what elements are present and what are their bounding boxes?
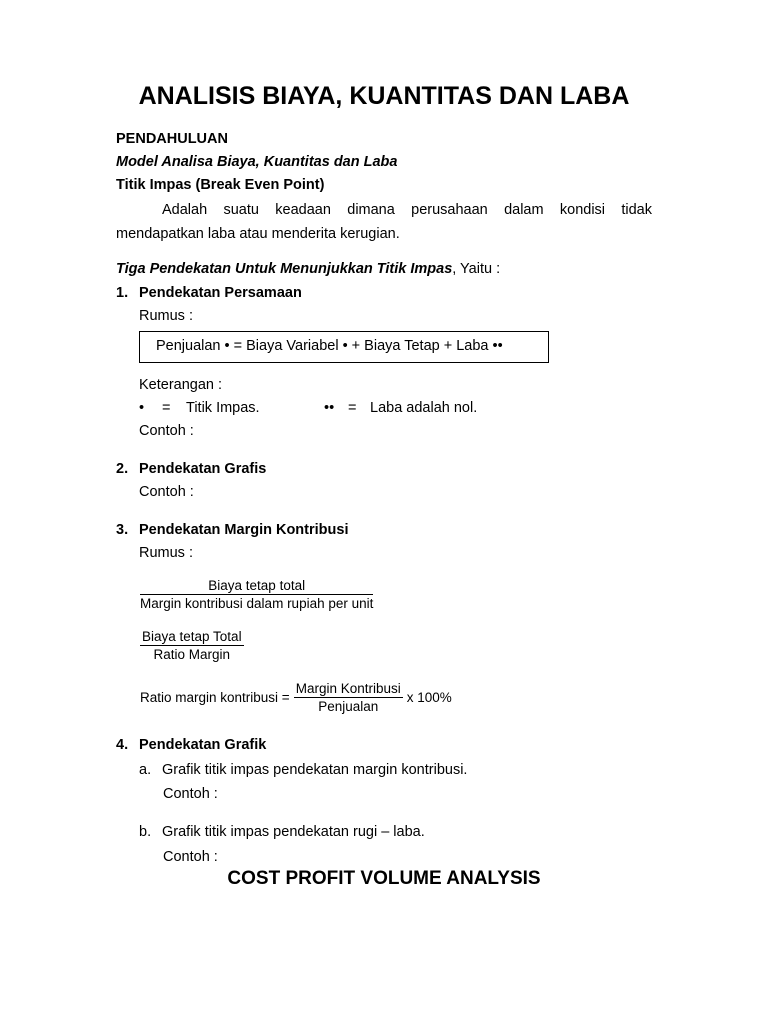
- item-b-contoh-label: Contoh :: [163, 849, 218, 865]
- section2-title: Pendekatan Grafis: [139, 461, 267, 477]
- section1-rumus-label: Rumus :: [139, 308, 193, 324]
- page-title: ANALISIS BIAYA, KUANTITAS DAN LABA: [138, 82, 630, 110]
- ratio-formula-suffix: x 100%: [406, 690, 452, 705]
- ratio-formula-fraction: [294, 681, 403, 714]
- bep-title: Titik Impas (Break Even Point): [116, 177, 325, 193]
- bep-definition: Adalah suatu keadaan dimana perusahaan dalam kondisi tidak mendapatkan laba atau menderita kerugian.: [116, 202, 652, 242]
- section2-number: 2.: [116, 461, 129, 477]
- legend-text-1: Titik Impas.: [186, 400, 260, 416]
- equation-formula-box: Penjualan • = Biaya Variabel • + Biaya Tetap + Laba ••: [139, 331, 549, 363]
- fraction2-denominator: Ratio Margin: [153, 647, 231, 662]
- section1-keterangan-label: Keterangan :: [139, 377, 223, 393]
- section2-contoh-label: Contoh :: [139, 484, 194, 500]
- section3-rumus-label: Rumus :: [139, 545, 193, 561]
- ratio-formula-numerator: Margin Kontribusi: [295, 681, 401, 696]
- fraction1-numerator: Biaya tetap total: [140, 578, 373, 595]
- legend-symbol-2: ••: [324, 400, 335, 416]
- section1-number: 1.: [116, 285, 129, 301]
- section4-number: 4.: [116, 737, 129, 753]
- item-a-text: Grafik titik impas pendekatan margin kontribusi.: [162, 762, 468, 778]
- fraction-fixed-cost-per-unit: [140, 578, 373, 611]
- item-a-contoh-label: Contoh :: [163, 786, 218, 802]
- fraction-fixed-cost-ratio: [140, 629, 244, 662]
- approaches-intro-italic: Tiga Pendekatan Untuk Menunjukkan Titik Impas: [116, 261, 453, 277]
- fraction2-numerator: Biaya tetap Total: [142, 629, 242, 644]
- section3-title: Pendekatan Margin Kontribusi: [139, 522, 349, 538]
- item-b-letter: b.: [139, 824, 152, 840]
- intro-heading: PENDAHULUAN: [116, 131, 228, 147]
- item-b-text: Grafik titik impas pendekatan rugi – laba.: [162, 824, 425, 840]
- approaches-intro-rest: , Yaitu :: [452, 261, 501, 277]
- legend-eq-2: =: [348, 400, 357, 416]
- legend-eq-1: =: [162, 400, 171, 416]
- section3-number: 3.: [116, 522, 129, 538]
- section1-title: Pendekatan Persamaan: [139, 285, 302, 301]
- ratio-formula-lhs: Ratio margin kontribusi =: [140, 690, 290, 705]
- legend-text-2: Laba adalah nol.: [370, 400, 478, 416]
- item-a-letter: a.: [139, 762, 152, 778]
- section1-contoh-label: Contoh :: [139, 423, 194, 439]
- ratio-margin-formula: [140, 681, 452, 714]
- fraction1-denominator: Margin kontribusi dalam rupiah per unit: [140, 596, 374, 611]
- model-title: Model Analisa Biaya, Kuantitas dan Laba: [116, 154, 398, 170]
- section-subtitle: COST PROFIT VOLUME ANALYSIS: [227, 868, 541, 889]
- legend-symbol-1: •: [139, 400, 145, 416]
- approaches-intro: [116, 261, 500, 277]
- section4-title: Pendekatan Grafik: [139, 737, 267, 753]
- ratio-formula-denominator: Penjualan: [318, 699, 379, 714]
